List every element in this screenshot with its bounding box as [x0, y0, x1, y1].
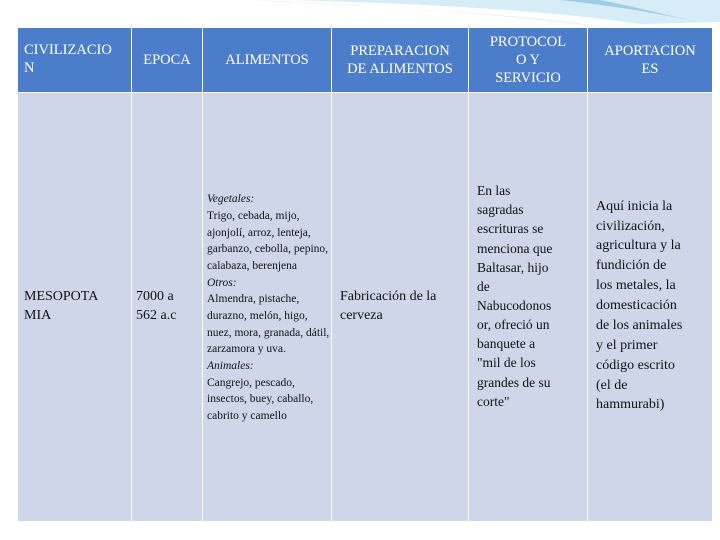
header-aportaciones: APORTACION ES [588, 28, 712, 92]
food-history-table [18, 28, 710, 522]
header-alimentos: ALIMENTOS [203, 28, 331, 92]
otros-label: Otros: [207, 276, 237, 289]
vegetales-label: Vegetales: [207, 193, 255, 206]
cell-alimentos [203, 93, 331, 521]
header-preparacion: PREPARACION DE ALIMENTOS [332, 28, 468, 92]
header-epoca: EPOCA [132, 28, 202, 92]
otros-list: Almendra, pistache, durazno, melón, higo, nuez, mora, granada, dátil, zarzamora y uva. [207, 293, 330, 356]
cell-civilizacion: MESOPOTA MIA [18, 93, 131, 521]
header-protocolo: PROTOCOL O Y SERVICIO [469, 28, 587, 92]
header-civilizacion: CIVILIZACIO N [18, 28, 131, 92]
vegetales-list: Trigo, cebada, mijo, ajonjolí, arroz, lenteja, garbanzo, cebolla, pepino, calabaza, berenjena [207, 209, 329, 272]
cell-aportaciones: Aquí inicia la civilización, agricultura y la fundición de los metales, la domesticación de los animales y el primer código escrito (el de hammurabi) [588, 93, 712, 521]
cell-preparacion: Fabricación de la cerveza [332, 93, 468, 521]
animales-list: Cangrejo, pescado, insectos, buey, caballo, cabrito y camello [207, 376, 314, 423]
animales-label: Animales: [207, 360, 254, 373]
cell-protocolo: En las sagradas escrituras se menciona que Baltasar, hijo de Nabucodonos or, ofreció un banquete a "mil de los grandes de su corte" [469, 93, 587, 521]
cell-epoca: 7000 a 562 a.c [132, 93, 202, 521]
